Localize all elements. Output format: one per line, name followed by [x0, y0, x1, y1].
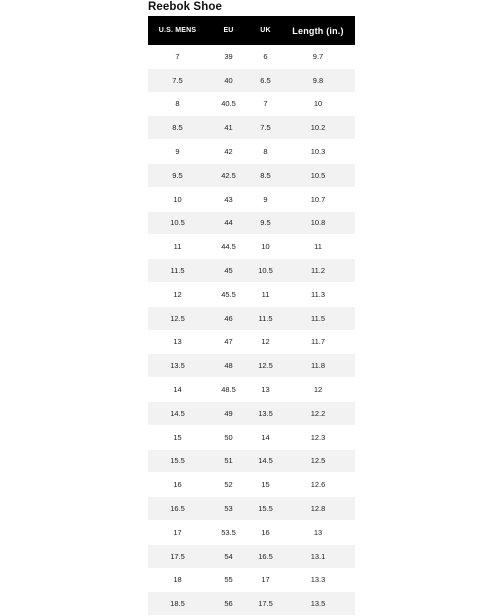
cell-eu: 56	[207, 592, 250, 616]
cell-length: 12.5	[281, 449, 355, 473]
cell-uk: 9.5	[250, 211, 281, 235]
table-row	[148, 282, 355, 306]
cell-length: 13.5	[281, 592, 355, 616]
cell-length: 12	[281, 378, 355, 402]
size-chart-table	[148, 16, 355, 616]
table-row	[148, 544, 355, 568]
table-row	[148, 401, 355, 425]
cell-length: 10.7	[281, 187, 355, 211]
cell-us-mens: 12.5	[148, 306, 207, 330]
cell-uk: 7	[250, 92, 281, 116]
cell-us-mens: 16	[148, 473, 207, 497]
cell-length: 10.2	[281, 116, 355, 140]
cell-uk: 10.5	[250, 259, 281, 283]
cell-us-mens: 14	[148, 378, 207, 402]
cell-us-mens: 9.5	[148, 163, 207, 187]
cell-eu: 53.5	[207, 520, 250, 544]
cell-us-mens: 9	[148, 140, 207, 164]
cell-eu: 47	[207, 330, 250, 354]
cell-uk: 7.5	[250, 116, 281, 140]
cell-uk: 6	[250, 45, 281, 68]
cell-uk: 13.5	[250, 401, 281, 425]
cell-us-mens: 13	[148, 330, 207, 354]
cell-length: 13.3	[281, 568, 355, 592]
cell-eu: 52	[207, 473, 250, 497]
cell-eu: 41	[207, 116, 250, 140]
cell-us-mens: 11	[148, 235, 207, 259]
header-uk: UK	[250, 16, 281, 45]
cell-uk: 9	[250, 187, 281, 211]
table-row	[148, 449, 355, 473]
table-row	[148, 592, 355, 616]
cell-eu: 45.5	[207, 282, 250, 306]
table-row	[148, 140, 355, 164]
cell-us-mens: 13.5	[148, 354, 207, 378]
cell-eu: 44	[207, 211, 250, 235]
cell-eu: 51	[207, 449, 250, 473]
cell-us-mens: 18.5	[148, 592, 207, 616]
table-row	[148, 354, 355, 378]
cell-eu: 42	[207, 140, 250, 164]
cell-length: 12.3	[281, 425, 355, 449]
table-row	[148, 497, 355, 521]
header-eu: EU	[207, 16, 250, 45]
cell-length: 12.6	[281, 473, 355, 497]
cell-eu: 54	[207, 544, 250, 568]
cell-eu: 49	[207, 401, 250, 425]
cell-uk: 12.5	[250, 354, 281, 378]
cell-eu: 50	[207, 425, 250, 449]
cell-length: 10.5	[281, 163, 355, 187]
cell-uk: 12	[250, 330, 281, 354]
cell-uk: 17	[250, 568, 281, 592]
cell-uk: 16.5	[250, 544, 281, 568]
cell-us-mens: 17	[148, 520, 207, 544]
cell-length: 9.8	[281, 68, 355, 92]
header-length: Length (in.)	[281, 16, 355, 45]
table-row	[148, 259, 355, 283]
table-row	[148, 568, 355, 592]
cell-eu: 55	[207, 568, 250, 592]
cell-length: 12.8	[281, 497, 355, 521]
table-row	[148, 520, 355, 544]
cell-length: 12.2	[281, 401, 355, 425]
cell-eu: 53	[207, 497, 250, 521]
cell-uk: 16	[250, 520, 281, 544]
cell-us-mens: 7	[148, 45, 207, 68]
cell-us-mens: 18	[148, 568, 207, 592]
cell-length: 11.3	[281, 282, 355, 306]
cell-us-mens: 17.5	[148, 544, 207, 568]
table-row	[148, 378, 355, 402]
cell-length: 11.8	[281, 354, 355, 378]
table-row	[148, 330, 355, 354]
cell-us-mens: 11.5	[148, 259, 207, 283]
header-us-mens: U.S. MENS	[148, 16, 207, 45]
cell-eu: 40.5	[207, 92, 250, 116]
cell-uk: 11	[250, 282, 281, 306]
table-body	[148, 45, 355, 616]
cell-eu: 39	[207, 45, 250, 68]
cell-us-mens: 16.5	[148, 497, 207, 521]
page-title: Reebok Shoe	[148, 1, 222, 13]
cell-uk: 11.5	[250, 306, 281, 330]
cell-us-mens: 10.5	[148, 211, 207, 235]
cell-uk: 8	[250, 140, 281, 164]
cell-length: 10.3	[281, 140, 355, 164]
cell-eu: 45	[207, 259, 250, 283]
cell-eu: 46	[207, 306, 250, 330]
cell-us-mens: 12	[148, 282, 207, 306]
cell-length: 11.5	[281, 306, 355, 330]
cell-eu: 42.5	[207, 163, 250, 187]
cell-us-mens: 7.5	[148, 68, 207, 92]
cell-length: 11.2	[281, 259, 355, 283]
cell-eu: 43	[207, 187, 250, 211]
table-row	[148, 92, 355, 116]
cell-length: 11	[281, 235, 355, 259]
cell-us-mens: 8.5	[148, 116, 207, 140]
cell-us-mens: 15.5	[148, 449, 207, 473]
cell-eu: 44.5	[207, 235, 250, 259]
cell-uk: 14	[250, 425, 281, 449]
table-row	[148, 235, 355, 259]
cell-length: 10	[281, 92, 355, 116]
cell-length: 13.1	[281, 544, 355, 568]
table-row	[148, 425, 355, 449]
cell-uk: 14.5	[250, 449, 281, 473]
cell-eu: 40	[207, 68, 250, 92]
cell-us-mens: 14.5	[148, 401, 207, 425]
cell-uk: 15	[250, 473, 281, 497]
cell-length: 10.8	[281, 211, 355, 235]
table-row	[148, 473, 355, 497]
cell-us-mens: 10	[148, 187, 207, 211]
header-row	[148, 16, 355, 45]
cell-eu: 48.5	[207, 378, 250, 402]
table-row	[148, 211, 355, 235]
cell-uk: 8.5	[250, 163, 281, 187]
table-row	[148, 116, 355, 140]
cell-eu: 48	[207, 354, 250, 378]
cell-length: 13	[281, 520, 355, 544]
cell-uk: 10	[250, 235, 281, 259]
cell-us-mens: 15	[148, 425, 207, 449]
cell-uk: 15.5	[250, 497, 281, 521]
cell-length: 9.7	[281, 45, 355, 68]
cell-uk: 17.5	[250, 592, 281, 616]
cell-us-mens: 8	[148, 92, 207, 116]
table-header	[148, 16, 355, 45]
table-row	[148, 306, 355, 330]
table-row	[148, 68, 355, 92]
table-row	[148, 187, 355, 211]
table-row	[148, 45, 355, 68]
cell-uk: 6.5	[250, 68, 281, 92]
cell-uk: 13	[250, 378, 281, 402]
table-row	[148, 163, 355, 187]
cell-length: 11.7	[281, 330, 355, 354]
